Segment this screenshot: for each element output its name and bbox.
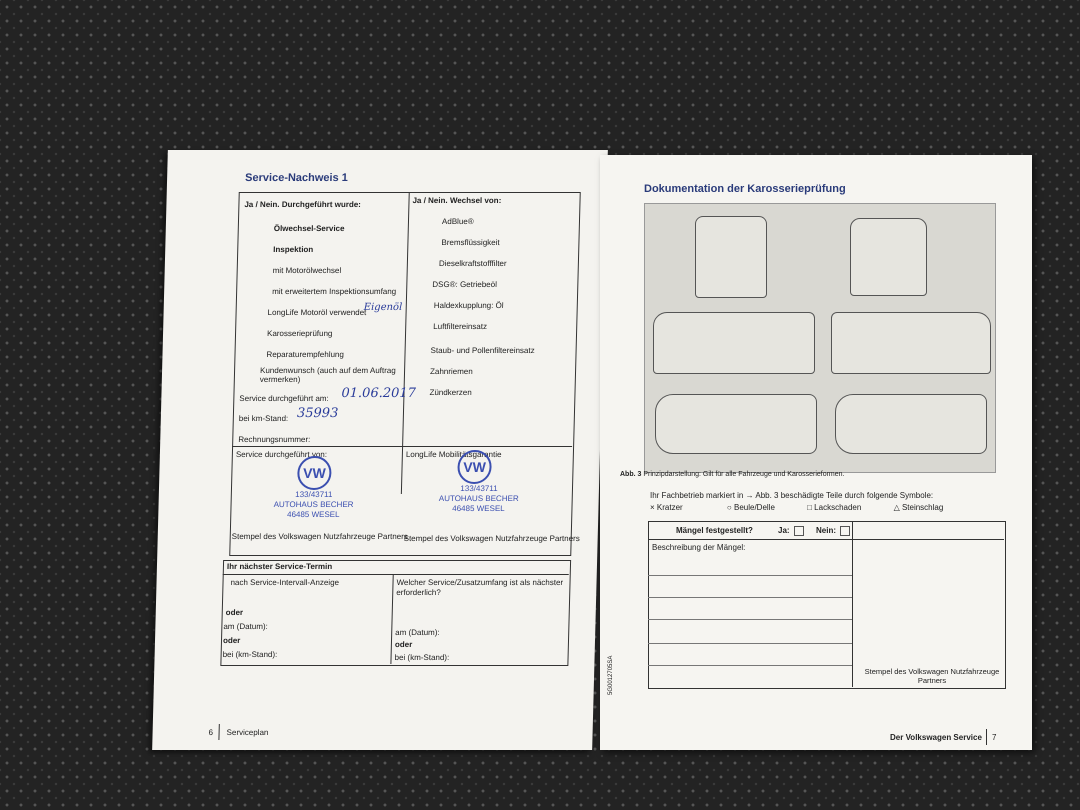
van-rear-view [850, 218, 927, 296]
row-label: Kundenwunsch (auch auf dem Auftrag vermerken) [259, 366, 396, 384]
invoice-label: Rechnungsnummer: [238, 435, 311, 444]
date-label: am (Datum): [395, 628, 440, 637]
service-by-label: Service durchgeführt von: [235, 450, 328, 459]
row-label: Reparaturempfehlung [266, 350, 345, 359]
footer-title: Serviceplan [226, 728, 269, 737]
longlife-label: LongLife Mobilitätsgarantie [405, 450, 502, 459]
row-label: AdBlue® [441, 217, 474, 226]
description-label: Beschreibung der Mängel: [652, 543, 746, 552]
row-label: Staub- und Pollenfiltereinsatz [430, 346, 535, 355]
km-next-label: bei (km-Stand): [222, 650, 278, 659]
handwritten-oil: Eigenöl [363, 302, 403, 313]
row-label: mit erweitertem Inspektionsumfang [272, 287, 397, 296]
next-service-title: Ihr nächster Service-Termin [226, 562, 333, 571]
dealer-stamp: 133/43711 AUTOHAUS BECHER 46485 WESEL [273, 490, 354, 519]
row-label: Dieselkraftstofffilter [438, 259, 507, 268]
page-number: 6 [208, 728, 214, 737]
row-label: Ölwechsel-Service [273, 224, 345, 233]
marking-instruction: Ihr Fachbetrieb markiert in → Abb. 3 beschädigte Teile durch folgende Symbole: [650, 491, 934, 500]
vw-logo-stamp: VW [297, 456, 332, 490]
next-service-option: nach Service-Intervall-Anzeige [230, 578, 340, 587]
figure-caption: Abb. 3 Prinzipdarstellung: Gilt für alle Fahrzeuge und Karosserieformen. [620, 471, 845, 478]
km-value: 35993 [296, 406, 339, 421]
van-front-view [695, 216, 767, 298]
col-right-header: Ja / Nein. Wechsel von: [412, 196, 502, 205]
row-label: Inspektion [273, 245, 314, 254]
km-label: bei km-Stand: [238, 414, 289, 423]
van-top-view [655, 394, 817, 454]
van-right-side [831, 312, 991, 374]
row-label: mit Motorölwechsel [272, 266, 342, 275]
row-label: Luftfiltereinsatz [433, 322, 488, 331]
date-label: am (Datum): [223, 622, 268, 631]
row-label: Karosserieprüfung [266, 329, 333, 338]
oder-label: oder [394, 640, 413, 649]
row-label: Bremsflüssigkeit [441, 238, 500, 247]
service-date-value: 01.06.2017 [341, 386, 417, 401]
oder-label: oder [222, 636, 241, 645]
service-date-label: Service durchgeführt am: [239, 394, 329, 403]
row-label: DSG®: Getriebeöl [432, 280, 498, 289]
col-left-header: Ja / Nein. Durchgeführt wurde: [244, 200, 362, 209]
vehicle-diagram [644, 203, 996, 473]
row-label: LongLife Motoröl verwendet [267, 308, 367, 317]
oder-label: oder [225, 608, 244, 617]
page-title: Dokumentation der Karosserieprüfung [644, 183, 846, 195]
van-bottom-view [835, 394, 987, 454]
right-page [600, 155, 1032, 750]
yes-checkbox[interactable] [794, 526, 804, 536]
yes-label: Ja: [778, 526, 790, 535]
van-left-side [653, 312, 815, 374]
vw-logo-stamp: VW [457, 450, 492, 484]
side-code: 5G0012705SA [608, 655, 614, 695]
no-label: Nein: [816, 526, 836, 535]
left-page [152, 150, 608, 750]
stamp-caption: Stempel des Volkswagen Nutzfahrzeuge Partners [403, 534, 580, 543]
defects-label: Mängel festgestellt? [676, 526, 753, 535]
symbol-legend: × Kratzer ○ Beule/Delle □ Lackschaden △ Steinschlag [650, 503, 944, 512]
dealer-stamp: 133/43711 AUTOHAUS BECHER 46485 WESEL [438, 484, 519, 513]
page-number: 7 [992, 733, 997, 742]
footer-title: Der Volkswagen Service [890, 733, 982, 742]
row-label: Haldexkupplung: Öl [433, 301, 504, 310]
row-label: Zündkerzen [429, 388, 472, 397]
stamp-caption: Stempel des Volkswagen Nutzfahrzeuge Partners [864, 667, 1000, 685]
next-service-question: Welcher Service/Zusatzumfang ist als nächster erforderlich? [396, 578, 564, 597]
row-label: Zahnriemen [429, 367, 473, 376]
km-next-label: bei (km-Stand): [394, 653, 450, 662]
stamp-caption: Stempel des Volkswagen Nutzfahrzeuge Partners [231, 532, 408, 541]
no-checkbox[interactable] [840, 526, 850, 536]
page-title: Service-Nachweis 1 [244, 172, 349, 184]
